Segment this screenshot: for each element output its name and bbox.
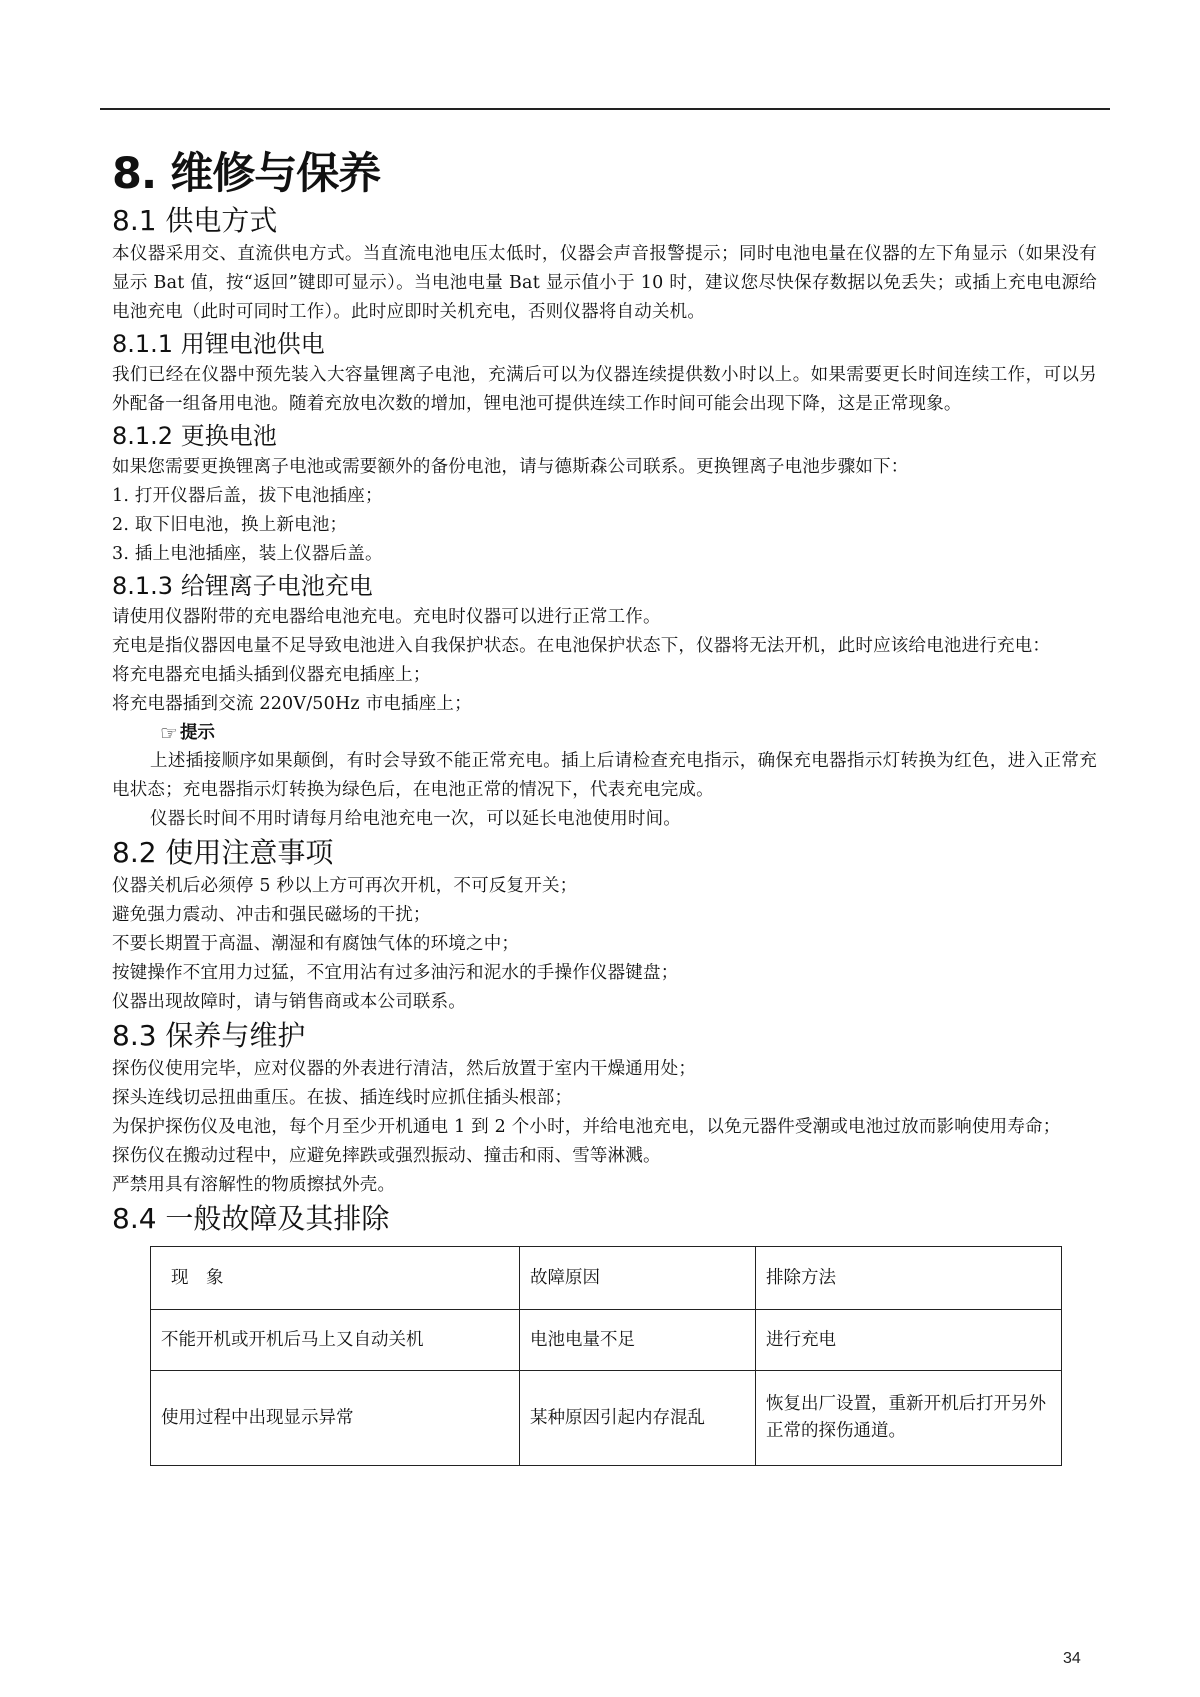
table-cell: 不能开机或开机后马上又自动关机 — [151, 1310, 520, 1371]
table-cell: 进行充电 — [756, 1310, 1062, 1371]
precaution-line: 不要长期置于高温、潮湿和有腐蚀气体的环境之中； — [112, 934, 520, 954]
troubleshooting-table — [150, 1246, 1062, 1466]
tip-paragraph: 上述插接顺序如果颠倒，有时会导致不能正常充电。插上后请检查充电指示，确保充电器指示灯转换为红色，进入正常充电状态；充电器指示灯转换为绿色后，在电池正常的情况下，代表充电完成。 — [112, 751, 1097, 800]
charging-line: 将充电器充电插头插到仪器充电插座上； — [112, 665, 431, 685]
maintenance-line: 为保护探伤仪及电池，每个月至少开机通电 1 到 2 个小时，并给电池充电，以免元器件受潮或电池过放而影响使用寿命； — [112, 1117, 1061, 1137]
section-title-8-2: 8.2 使用注意事项 — [112, 836, 334, 869]
tip-label: 提示 — [179, 723, 215, 743]
precaution-line: 避免强力震动、冲击和强民磁场的干扰； — [112, 905, 431, 925]
charging-line: 充电是指仪器因电量不足导致电池进入自我保护状态。在电池保护状态下，仪器将无法开机，此时应该给电池进行充电： — [112, 636, 1051, 656]
section-title-8-1-1: 8.1.1 用锂电池供电 — [112, 330, 325, 358]
table-header-row — [151, 1247, 1062, 1310]
section-8-1-1-paragraph: 我们已经在仪器中预先装入大容量锂离子电池，充满后可以为仪器连续提供数小时以上。如果需要更长时间连续工作，可以另外配备一组备用电池。随着充放电次数的增加，锂电池可提供连续工作时间可能会出现下降，这是正常现象。 — [112, 365, 1097, 414]
section-title-8-4: 8.4 一般故障及其排除 — [112, 1202, 390, 1235]
tip-paragraph: 仪器长时间不用时请每月给电池充电一次，可以延长电池使用时间。 — [150, 809, 681, 829]
precaution-line: 仪器出现故障时，请与销售商或本公司联系。 — [112, 992, 466, 1012]
charging-line: 将充电器插到交流 220V/50Hz 市电插座上； — [112, 694, 472, 714]
section-8-1-paragraph: 本仪器采用交、直流供电方式。当直流电池电压太低时，仪器会声音报警提示；同时电池电量在仪器的左下角显示（如果没有显示 Bat 值，按“返回”键即可显示）。当电池电量 Bat 显示值小于 10 时，建议您尽快保存数据以免丢失；或插上充电电源给电池充电（此时可同时工作）。此时应即时关机充电，否则仪器将自动关机。 — [112, 244, 1097, 322]
table-cell: 某种原因引起内存混乱 — [520, 1371, 756, 1466]
section-title-8-1-3: 8.1.3 给锂离子电池充电 — [112, 572, 373, 600]
section-title-8-3: 8.3 保养与维护 — [112, 1019, 306, 1052]
header-cell-cause: 故障原因 — [520, 1247, 756, 1310]
section-8-1-2-intro: 如果您需要更换锂离子电池或需要额外的备份电池，请与德斯森公司联系。更换锂离子电池步骤如下： — [112, 457, 909, 477]
table-cell: 电池电量不足 — [520, 1310, 756, 1371]
maintenance-line: 探伤仪使用完毕，应对仪器的外表进行清洁，然后放置于室内干燥通用处； — [112, 1059, 697, 1079]
tip-heading — [160, 719, 1097, 747]
chapter-title: 8. 维修与保养 — [112, 149, 381, 199]
maintenance-line: 探头连线切忌扭曲重压。在拔、插连线时应抓住插头根部； — [112, 1088, 573, 1108]
step-item: 2. 取下旧电池，换上新电池； — [112, 515, 348, 535]
step-item: 3. 插上电池插座，装上仪器后盖。 — [112, 544, 383, 564]
table-row — [151, 1310, 1062, 1371]
section-title-8-1: 8.1 供电方式 — [112, 204, 278, 237]
maintenance-line: 严禁用具有溶解性的物质擦拭外壳。 — [112, 1175, 396, 1195]
step-item: 1. 打开仪器后盖，拔下电池插座； — [112, 486, 383, 506]
page-number: 34 — [1063, 1650, 1081, 1667]
precaution-line: 按键操作不宜用力过猛，不宜用沾有过多油污和泥水的手操作仪器键盘； — [112, 963, 679, 983]
table-row — [151, 1371, 1062, 1466]
header-cell-solution: 排除方法 — [756, 1247, 1062, 1310]
table-cell: 恢复出厂设置，重新开机后打开另外正常的探伤通道。 — [756, 1371, 1062, 1466]
precaution-line: 仪器关机后必须停 5 秒以上方可再次开机，不可反复开关； — [112, 876, 578, 896]
header-cell-symptom: 现 象 — [151, 1247, 520, 1310]
charging-line: 请使用仪器附带的充电器给电池充电。充电时仪器可以进行正常工作。 — [112, 607, 661, 627]
maintenance-line: 探伤仪在搬动过程中，应避免摔跌或强烈振动、撞击和雨、雪等淋溅。 — [112, 1146, 661, 1166]
section-title-8-1-2: 8.1.2 更换电池 — [112, 422, 277, 450]
pointing-hand-icon: ☞ — [160, 721, 178, 745]
page-content — [112, 138, 1097, 1466]
header-rule — [100, 108, 1110, 110]
table-cell: 使用过程中出现显示异常 — [151, 1371, 520, 1466]
